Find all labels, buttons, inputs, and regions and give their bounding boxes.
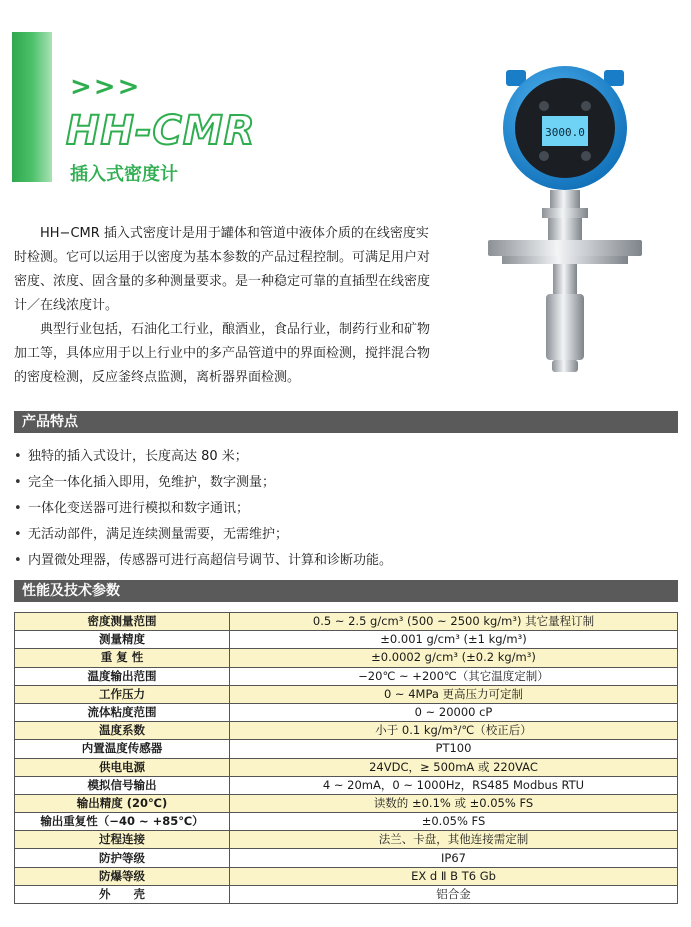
bullet-icon: • — [14, 449, 22, 464]
spec-key: 重 复 性 — [15, 649, 230, 667]
table-row — [15, 667, 678, 685]
spec-value: ±0.0002 g/cm³ (±0.2 kg/m³) — [230, 649, 678, 667]
table-row — [15, 849, 678, 867]
spec-value: 0 ~ 20000 cP — [230, 703, 678, 721]
spec-value: 读数的 ±0.1% 或 ±0.05% FS — [230, 794, 678, 812]
table-row — [15, 776, 678, 794]
specs-title: 性能及技术参数 — [22, 583, 120, 599]
spec-value: 法兰、卡盘，其他连接需定制 — [230, 831, 678, 849]
spec-key: 温度系数 — [15, 722, 230, 740]
spec-key: 内置温度传感器 — [15, 740, 230, 758]
spec-value: 铝合金 — [230, 885, 678, 903]
feature-item: • 无活动部件，满足连续测量需要，无需维护； — [14, 524, 674, 550]
spec-value: IP67 — [230, 849, 678, 867]
product-model-title: HH-CMR — [66, 108, 256, 154]
spec-key: 供电电源 — [15, 758, 230, 776]
feature-item: • 内置微处理器，传感器可进行高超信号调节、计算和诊断功能。 — [14, 550, 674, 576]
spec-key: 输出精度 (20℃) — [15, 794, 230, 812]
display-reading: 3000.0 — [545, 126, 585, 139]
spec-key: 测量精度 — [15, 631, 230, 649]
table-row — [15, 703, 678, 721]
table-row — [15, 831, 678, 849]
feature-item: • 完全一体化插入即用，免维护，数字测量； — [14, 472, 674, 498]
spec-value: ±0.05% FS — [230, 813, 678, 831]
spec-value: ±0.001 g/cm³ (±1 kg/m³) — [230, 631, 678, 649]
table-row — [15, 685, 678, 703]
intro-paragraph-1: HH−CMR 插入式密度计是用于罐体和管道中液体介质的在线密度实时检测。它可以运用于以密度为基本参数的产品过程控制。可满足用户对密度、浓度、固含量的多种测量要求。是一种稳定可靠的直插型在线密度计／在线浓度计。 — [14, 226, 431, 313]
product-introduction — [14, 222, 434, 390]
table-row — [15, 758, 678, 776]
spec-key: 防护等级 — [15, 849, 230, 867]
bullet-icon: • — [14, 475, 22, 490]
spec-key: 温度输出范围 — [15, 667, 230, 685]
bullet-icon: • — [14, 527, 22, 542]
table-row — [15, 722, 678, 740]
table-row — [15, 813, 678, 831]
features-title: 产品特点 — [22, 414, 78, 430]
table-row — [15, 631, 678, 649]
spec-value: −20℃ ~ +200℃（其它温度定制） — [230, 667, 678, 685]
spec-key: 防爆等级 — [15, 867, 230, 885]
spec-key: 过程连接 — [15, 831, 230, 849]
spec-value: 24VDC，≥ 500mA 或 220VAC — [230, 758, 678, 776]
density-meter-photo — [480, 58, 650, 378]
spec-key: 模拟信号输出 — [15, 776, 230, 794]
table-row — [15, 867, 678, 885]
chevron-right-icon: >>> — [70, 72, 142, 102]
table-row — [15, 613, 678, 631]
table-row — [15, 794, 678, 812]
bullet-icon: • — [14, 553, 22, 568]
spec-key: 输出重复性（−40 ~ +85℃） — [15, 813, 230, 831]
header-accent-bar — [12, 32, 52, 182]
spec-key: 外 壳 — [15, 885, 230, 903]
intro-paragraph-2: 典型行业包括，石油化工行业，酿酒业，食品行业，制药行业和矿物加工等，具体应用于以上行业中的多产品管道中的界面检测，搅拌混合物的密度检测，反应釜终点监测，离析器界面检测。 — [14, 322, 431, 385]
spec-table — [14, 612, 678, 904]
product-name: 插入式密度计 — [70, 164, 178, 185]
spec-key: 密度测量范围 — [15, 613, 230, 631]
spec-value: 4 ~ 20mA，0 ~ 1000Hz，RS485 Modbus RTU — [230, 776, 678, 794]
spec-value: PT100 — [230, 740, 678, 758]
specs-section-header — [14, 580, 678, 602]
table-row — [15, 885, 678, 903]
spec-value: 0.5 ~ 2.5 g/cm³ (500 ~ 2500 kg/m³) 其它量程订制 — [230, 613, 678, 631]
table-row — [15, 649, 678, 667]
spec-value: 小于 0.1 kg/m³/℃（校正后） — [230, 722, 678, 740]
spec-key: 流体粘度范围 — [15, 703, 230, 721]
features-list — [14, 446, 674, 576]
feature-item: • 一体化变送器可进行模拟和数字通讯； — [14, 498, 674, 524]
table-row — [15, 740, 678, 758]
feature-item: • 独特的插入式设计，长度高达 80 米； — [14, 446, 674, 472]
bullet-icon: • — [14, 501, 22, 516]
spec-key: 工作压力 — [15, 685, 230, 703]
spec-value: EX d Ⅱ B T6 Gb — [230, 867, 678, 885]
spec-value: 0 ~ 4MPa 更高压力可定制 — [230, 685, 678, 703]
features-section-header — [14, 411, 678, 433]
